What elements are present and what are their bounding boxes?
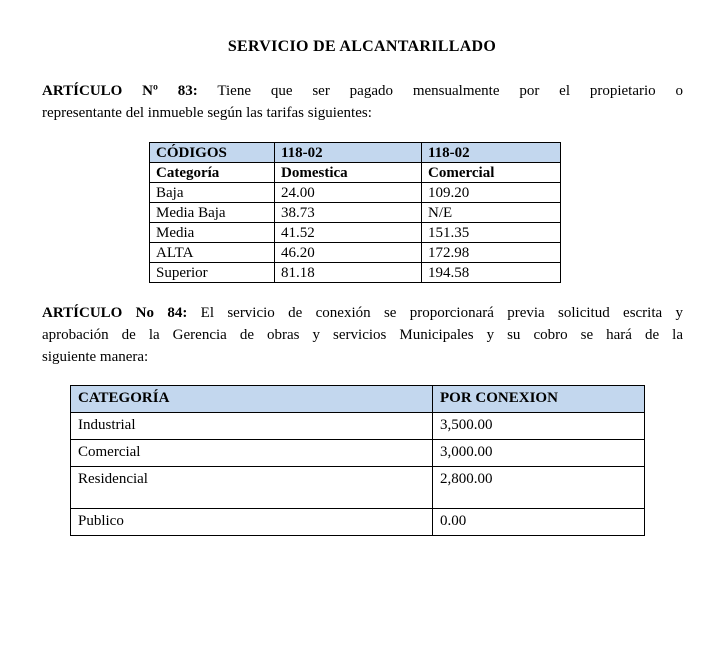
- connection-row-comercial: [71, 440, 645, 467]
- table-cell: 172.98: [422, 243, 561, 263]
- table-cell: Industrial: [71, 413, 433, 440]
- tariff-subheader-cell: Categoría: [150, 163, 275, 183]
- connection-header-cell: POR CONEXION: [433, 386, 645, 413]
- article-84-paragraph: [42, 302, 683, 368]
- article-83-line-2: representante del inmueble según las tarifas siguientes:: [42, 105, 372, 121]
- connection-table: [70, 385, 645, 536]
- table-cell: 194.58: [422, 263, 561, 283]
- article-83-label: ARTÍCULO Nº 83:: [42, 83, 198, 99]
- table-cell: 81.18: [275, 263, 422, 283]
- table-cell: Comercial: [71, 440, 433, 467]
- tariff-row-superior: [150, 263, 561, 283]
- tariff-row-alta: [150, 243, 561, 263]
- table-cell: 3,000.00: [433, 440, 645, 467]
- table-cell: Media: [150, 223, 275, 243]
- table-cell: Baja: [150, 183, 275, 203]
- tariff-header-cell: CÓDIGOS: [150, 143, 275, 163]
- article-83-text: Tiene que ser pagado mensualmente por el propietario o: [217, 83, 683, 99]
- table-cell: 46.20: [275, 243, 422, 263]
- article-83-paragraph: [42, 80, 683, 124]
- table-cell: 0.00: [433, 509, 645, 536]
- tariff-row-media: [150, 223, 561, 243]
- connection-row-residencial: [71, 467, 645, 509]
- table-cell: 38.73: [275, 203, 422, 223]
- article-84-line-2: aprobación de la Gerencia de obras y servicios Municipales y su cobro se hará de la: [42, 327, 683, 343]
- tariff-subheader-cell: Domestica: [275, 163, 422, 183]
- table-cell: Superior: [150, 263, 275, 283]
- table-cell: N/E: [422, 203, 561, 223]
- table-cell: Residencial: [71, 467, 433, 509]
- tariff-table: [149, 142, 561, 283]
- tariff-header-row: [150, 143, 561, 163]
- article-84-text: El servicio de conexión se proporcionará previa solicitud escrita y: [200, 305, 684, 321]
- table-cell: 41.52: [275, 223, 422, 243]
- tariff-subheader-row: [150, 163, 561, 183]
- tariff-row-baja: [150, 183, 561, 203]
- connection-row-industrial: [71, 413, 645, 440]
- tariff-subheader-cell: Comercial: [422, 163, 561, 183]
- article-84-line-3: siguiente manera:: [42, 349, 149, 365]
- document-title: SERVICIO DE ALCANTARILLADO: [227, 38, 497, 55]
- tariff-header-cell: 118-02: [422, 143, 561, 163]
- table-cell: Publico: [71, 509, 433, 536]
- table-cell: ALTA: [150, 243, 275, 263]
- tariff-row-media-baja: [150, 203, 561, 223]
- table-cell: 3,500.00: [433, 413, 645, 440]
- table-cell: 151.35: [422, 223, 561, 243]
- connection-header-row: [71, 386, 645, 413]
- table-cell: 2,800.00: [433, 467, 645, 509]
- article-84-label: ARTÍCULO No 84:: [42, 305, 188, 321]
- connection-header-cell: CATEGORÍA: [71, 386, 433, 413]
- table-cell: 109.20: [422, 183, 561, 203]
- article-83-line-1: [42, 80, 683, 102]
- connection-row-publico: [71, 509, 645, 536]
- table-cell: 24.00: [275, 183, 422, 203]
- tariff-header-cell: 118-02: [275, 143, 422, 163]
- table-cell: Media Baja: [150, 203, 275, 223]
- article-84-line-1: [42, 302, 683, 324]
